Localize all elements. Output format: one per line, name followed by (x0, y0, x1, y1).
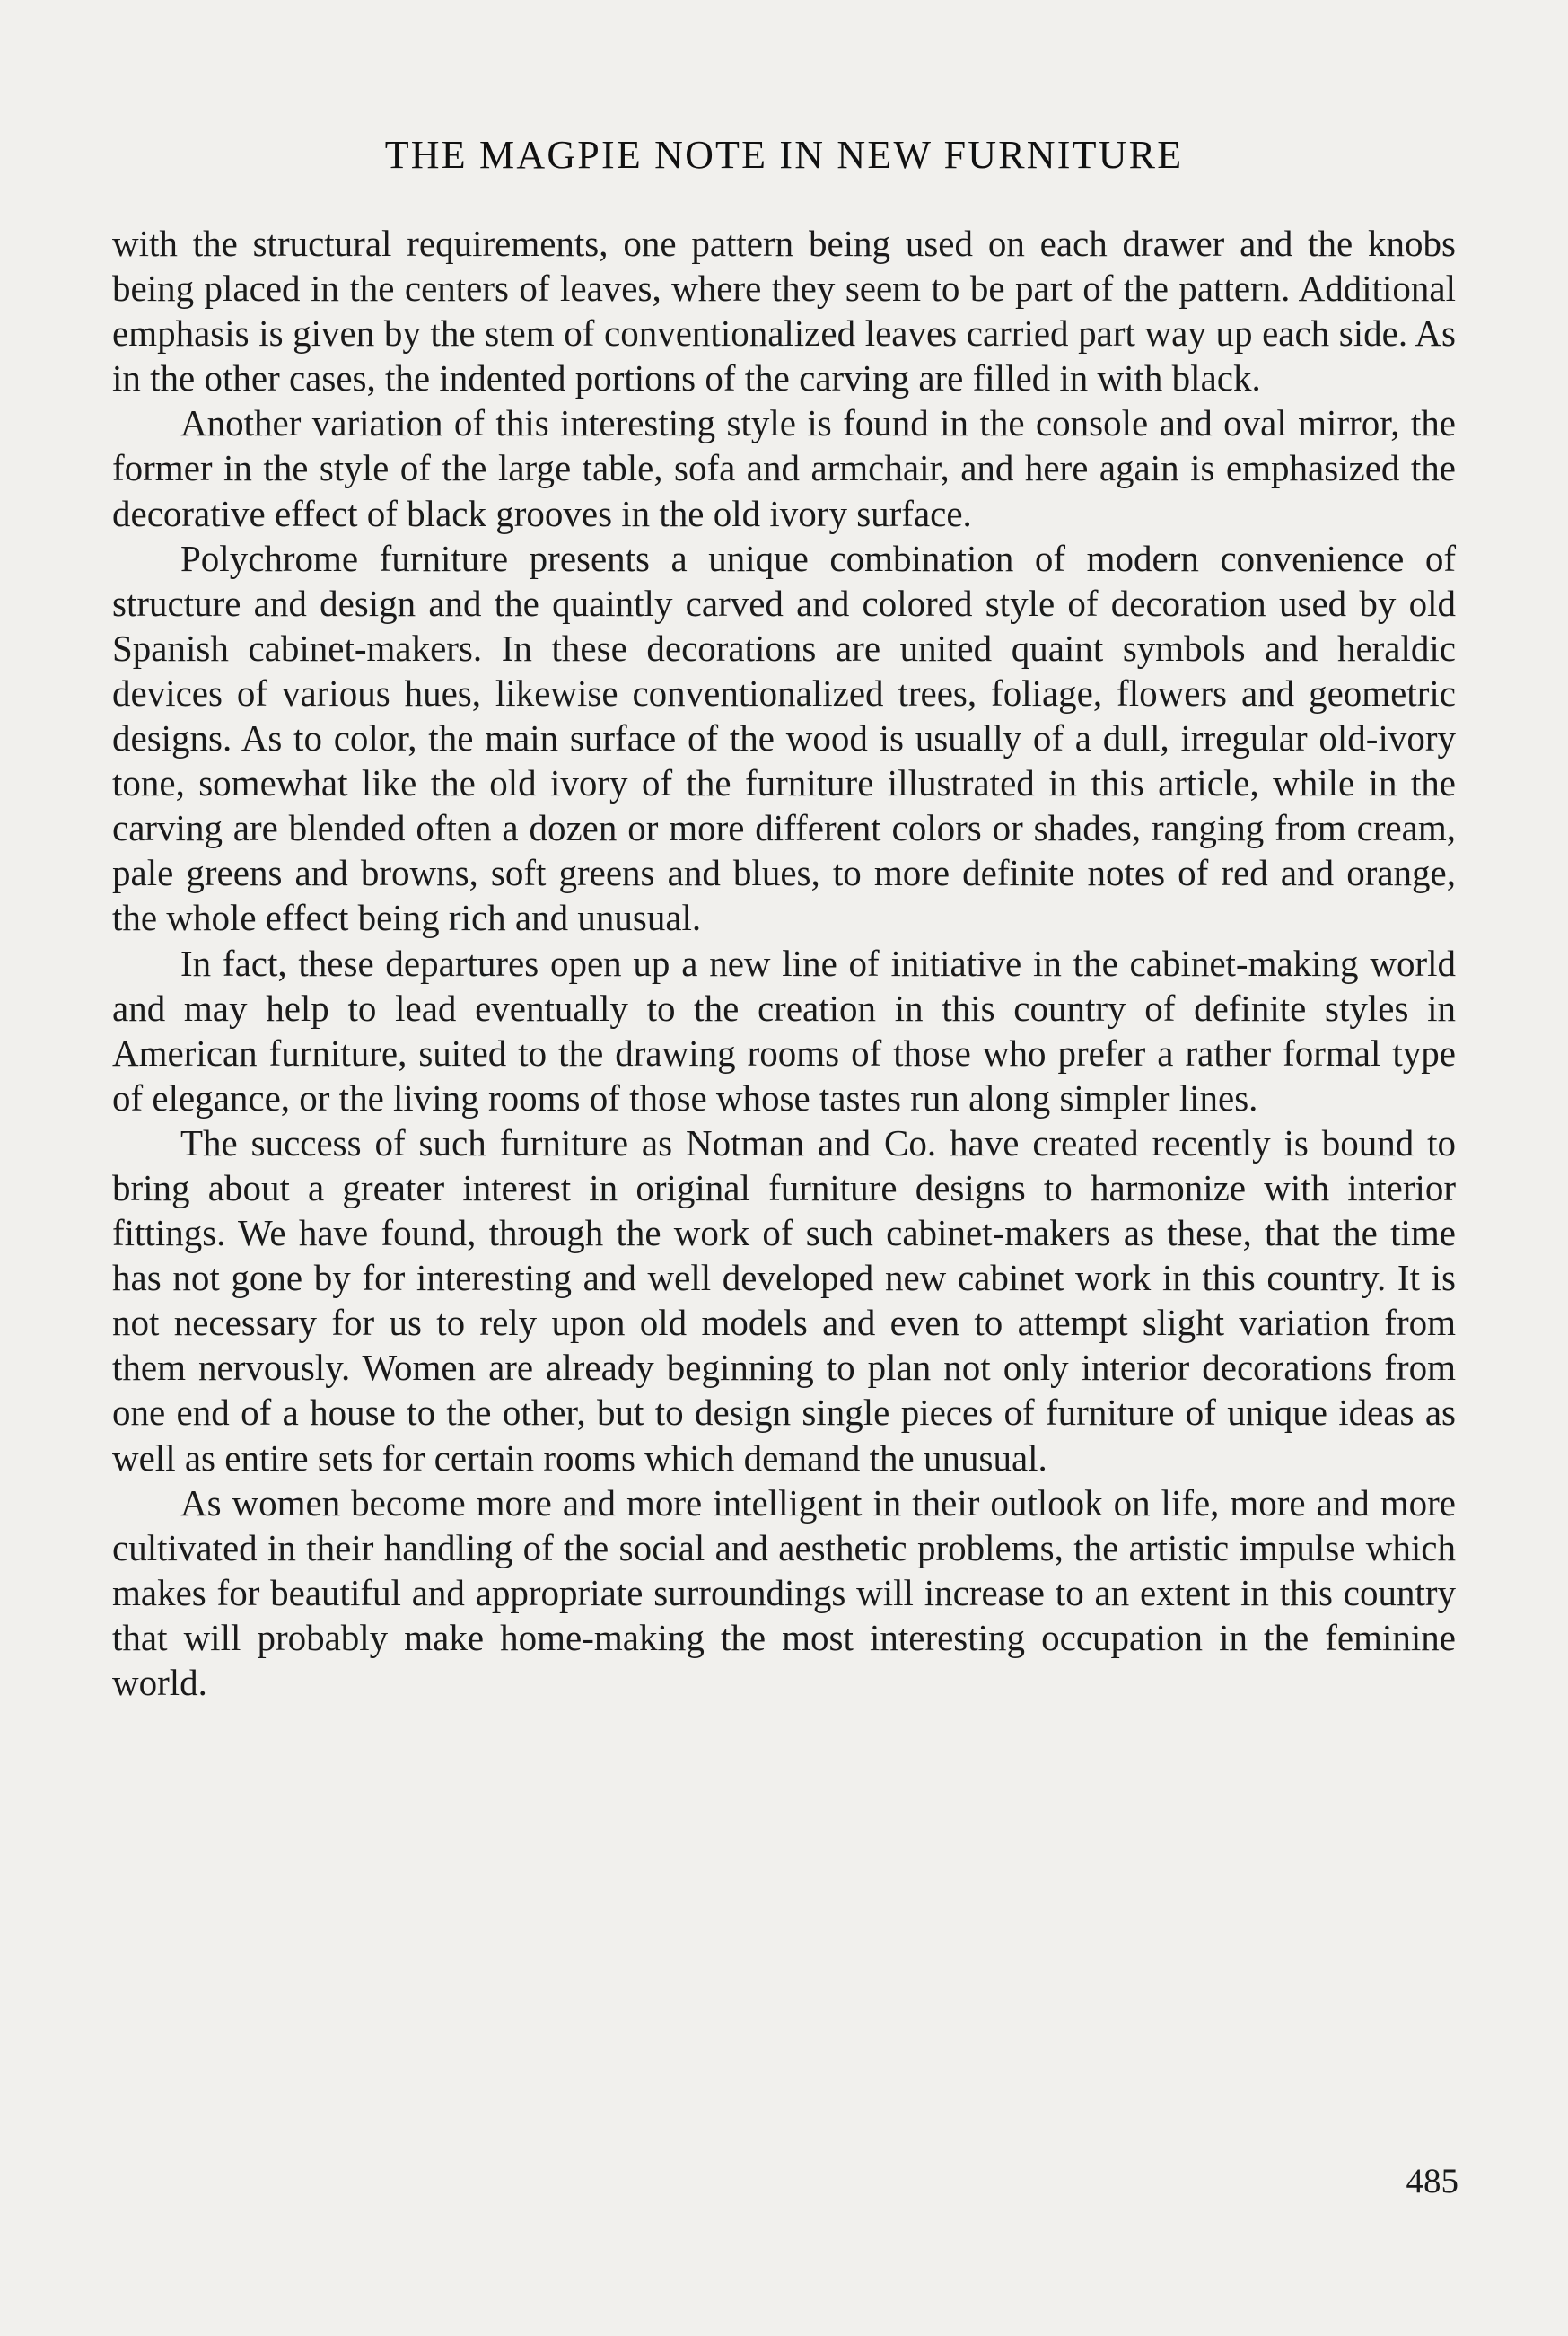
page-number: 485 (1406, 2162, 1459, 2200)
paragraph-2: Another variation of this interesting style is found in the console and oval mirror, the former in the style of the large table, sofa and armchair, and here again is emphasized the decorative effect of black grooves in the old ivory surface. (112, 402, 1456, 534)
paragraph-1: with the structural requirements, one pattern being used on each drawer and the knobs being placed in the centers of leaves, where they seem to be part of the pattern. Additional emphasis is given by the stem of conventionalized leaves carried part way up each side. As in the other cases, the indented portions of the carving are filled in with black. (112, 223, 1456, 400)
paragraph-5: The success of such furniture as Notman and Co. have created recently is bound to bring about a greater interest in original furniture designs to harmonize with interior fittings. We have found, through the work of such cabinet-makers as these, that the time has not gone by for interesting and well developed new cabinet work in this country. It is not necessary for us to rely upon old models and even to attempt slight variation from them nervously. Women are already beginning to plan not only interior decorations from one end of a house to the other, but to design single pieces of furniture of unique ideas as well as entire sets for certain rooms which demand the unusual. (112, 1121, 1456, 1479)
running-head: THE MAGPIE NOTE IN NEW FURNITURE (384, 133, 1184, 177)
paragraph-4: In fact, these departures open up a new line of initiative in the cabinet-making world and may help to lead eventually to the creation in this country of definite styles in American furniture, suited to the drawing rooms of those who prefer a rather formal type of elegance, or the living rooms of those whose tastes run along simpler lines. (112, 942, 1456, 1119)
paragraph-3: Polychrome furniture presents a unique combination of modern convenience of structure and design and the quaintly carved and colored style of decoration used by old Spanish cabinet-makers. In these decorations are united quaint symbols and heraldic devices of various hues, likewise conventionalized trees, foliage, flowers and geometric designs. As to color, the main surface of the wood is usually of a dull, irregular old-ivory tone, somewhat like the old ivory of the furniture illustrated in this article, while in the carving are blended often a dozen or more different colors or shades, ranging from cream, pale greens and browns, soft greens and blues, to more definite notes of red and orange, the whole effect being rich and unusual. (112, 537, 1456, 939)
paragraph-6: As women become more and more intelligent in their outlook on life, more and more cultivated in their handling of the social and aesthetic problems, the artistic impulse which makes for beautiful and appropriate surroundings will increase to an extent in this country that will probably make home-making the most interesting occupation in the feminine world. (112, 1481, 1456, 1703)
article-body (112, 221, 1456, 1705)
